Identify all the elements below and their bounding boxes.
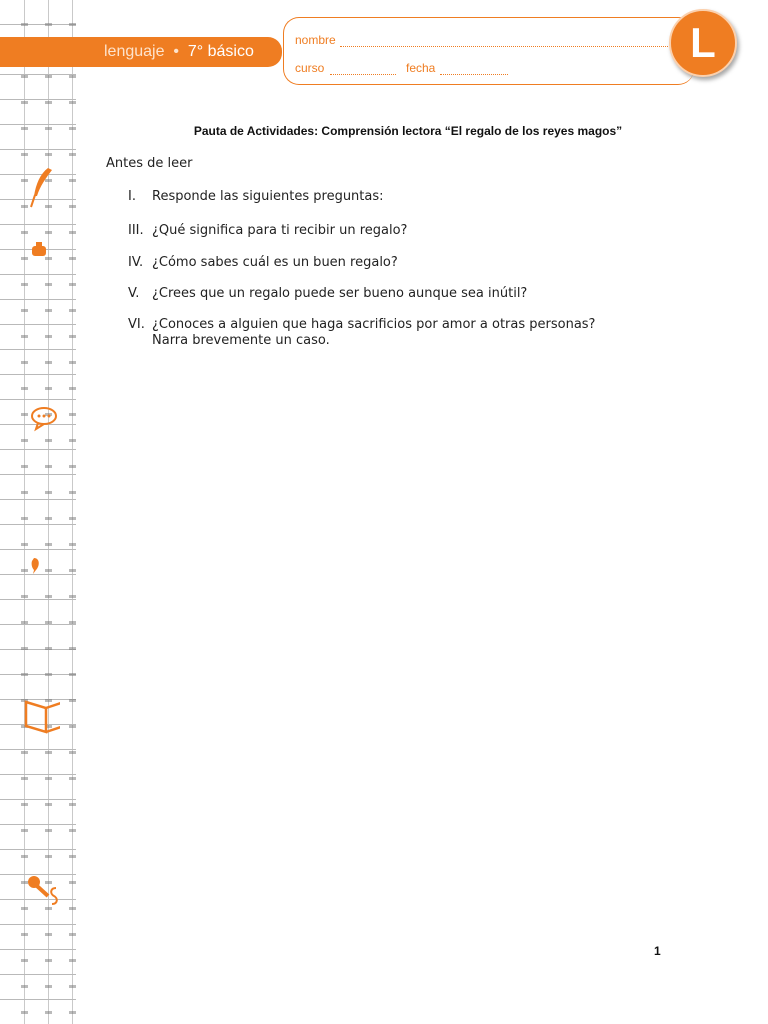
item-text: ¿Conoces a alguien que haga sacrificios por amor a otras personas? Narra brevemente un caso. — [152, 317, 596, 348]
ink-bottle-icon — [18, 236, 60, 278]
open-book-icon — [18, 696, 60, 738]
document-title: Pauta de Actividades: Comprensión lectora “El regalo de los reyes magos” — [193, 124, 623, 138]
list-item — [128, 223, 648, 239]
badge-letter: L — [690, 19, 716, 66]
list-item — [128, 255, 648, 271]
subject-label: lenguaje • 7° básico — [104, 43, 254, 60]
page-number: 1 — [654, 944, 661, 958]
item-number: III. — [128, 223, 144, 238]
course-field[interactable] — [330, 73, 396, 75]
microphone-icon — [18, 870, 60, 912]
name-field[interactable] — [340, 45, 668, 47]
name-label: nombre — [295, 33, 336, 47]
subject-badge — [669, 9, 737, 77]
quill-icon — [18, 166, 60, 208]
item-number: I. — [128, 189, 136, 204]
list-item — [128, 189, 648, 205]
date-field[interactable] — [440, 73, 508, 75]
item-text: ¿Qué significa para ti recibir un regalo? — [152, 223, 408, 238]
item-number: V. — [128, 286, 140, 301]
speech-bubble-icon — [18, 398, 60, 440]
item-number: VI. — [128, 317, 145, 332]
course-label: curso — [295, 61, 325, 75]
list-item — [128, 286, 648, 302]
list-item — [128, 317, 648, 348]
comma-icon — [18, 548, 60, 590]
item-number: IV. — [128, 255, 144, 270]
date-label: fecha — [406, 61, 436, 75]
item-text: Responde las siguientes preguntas: — [152, 189, 384, 204]
section-heading: Antes de leer — [106, 156, 193, 171]
item-text: ¿Crees que un regalo puede ser bueno aunque sea inútil? — [152, 286, 528, 301]
item-text: ¿Cómo sabes cuál es un buen regalo? — [152, 255, 398, 270]
